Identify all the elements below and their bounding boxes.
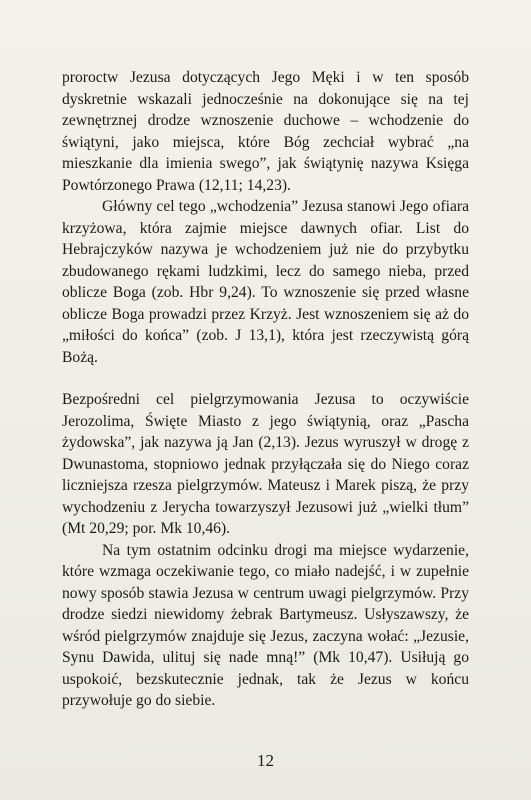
- section-gap: [62, 368, 469, 389]
- paragraph-3: Bezpośredni cel pielgrzymowania Jezusa to oczywiście Jerozolima, Święte Miasto z jego świątynią, oraz „Pascha żydowska”, jak nazywa ją Jan (2,13). Jezus wyruszył w drogę z Dwunastoma, stopniowo jednak przyłączała się do Niego coraz liczniejsza rzesza pielgrzymów. Mateusz i Marek piszą, że przy wychodzeniu z Jerycha towarzyszył Jezusowi już „wielki tłum” (Mt 20,29; por. Mk 10,46).: [62, 391, 469, 537]
- paragraph-4: Na tym ostatnim odcinku drogi ma miejsce wydarzenie, które wzmaga oczekiwanie tego, co miało nadejść, i w zupełnie nowy sposób stawia Jezusa w centrum uwagi pielgrzymów. Przy drodze siedzi niewidomy żebrak Bartymeusz. Usłyszawszy, że wśród pielgrzymów znajduje się Jezus, zaczyna wołać: „Jezusie, Synu Dawida, ulituj się nade mną!” (Mk 10,47). Usiłują go uspokoić, bezskutecznie jednak, tak że Jezus w końcu przywołuje go do siebie.: [62, 541, 469, 709]
- page-body: [62, 67, 469, 712]
- page-number: 12: [257, 751, 274, 770]
- paragraph-2: Główny cel tego „wchodzenia” Jezusa stanowi Jego ofiara krzyżowa, która zajmie miejsce dawnych ofiar. List do Hebrajczyków nazywa je wchodzeniem już nie do przybytku zbudowanego rękami ludzkimi, lecz do samego nieba, przed oblicze Boga (zob. Hbr 9,24). To wznoszenie się przed własne oblicze Boga prowadzi przez Krzyż. Jest wznoszeniem się aż do „miłości do końca” (zob. J 13,1), która jest rzeczywistą górą Bożą.: [62, 198, 469, 366]
- paragraph-1: proroctw Jezusa dotyczących Jego Męki i w ten sposób dyskretnie wskazali jednocześnie na dokonujące się na tej zewnętrznej drodze wznoszenie duchowe – wchodzenie do świątyni, jako miejsca, które Bóg zechciał wybrać „na mieszkanie dla imienia swego”, jak świątynię nazywa Księga Powtórzonego Prawa (12,11; 14,23).: [62, 69, 469, 194]
